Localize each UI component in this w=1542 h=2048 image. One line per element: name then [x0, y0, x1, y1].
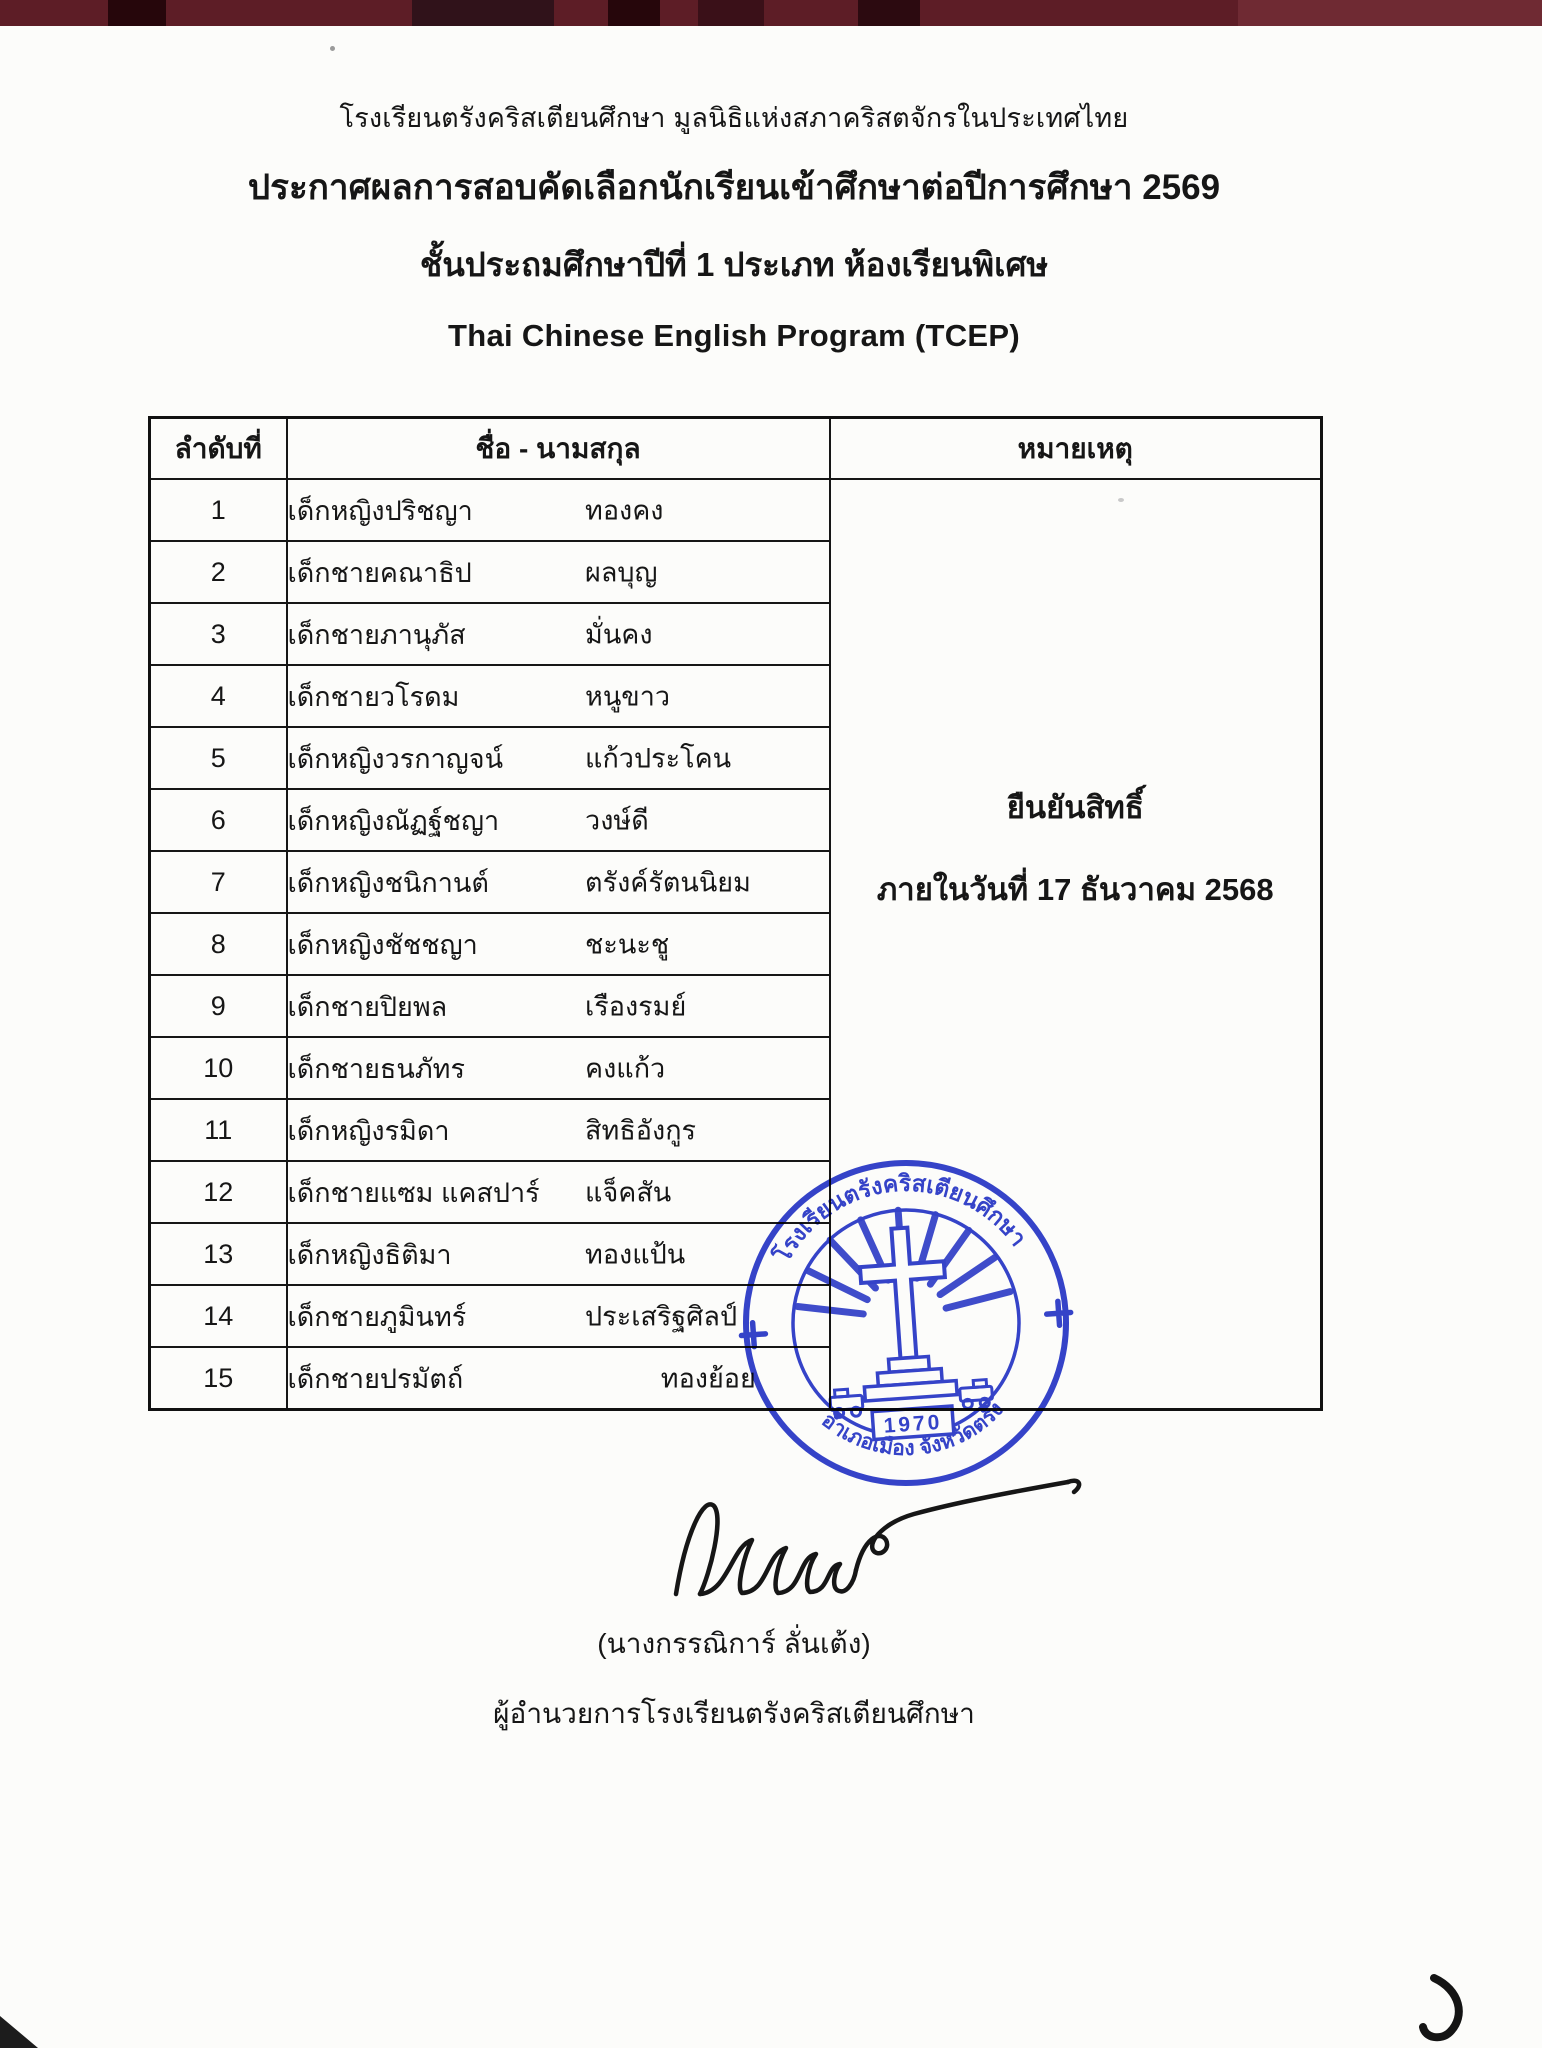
- student-first-name: เด็กชายปิยพล: [287, 991, 448, 1022]
- row-order-number: 5: [150, 727, 287, 789]
- stamp-arc-top-text: โรงเรียนตรังคริสเตียนศึกษา: [769, 1169, 1032, 1267]
- scan-speck: [330, 46, 335, 51]
- student-first-name: เด็กชายคณาธิป: [287, 557, 472, 588]
- remark-deadline-line: ภายในวันที่ 17 ธันวาคม 2568: [876, 872, 1274, 907]
- row-order-number: 7: [150, 851, 287, 913]
- student-last-name: คงแก้ว: [585, 1053, 666, 1084]
- student-first-name: เด็กชายวโรดม: [287, 681, 460, 712]
- remark-text-block: [831, 782, 1321, 914]
- row-order-number: 12: [150, 1161, 287, 1223]
- table-header-row: [150, 418, 1322, 480]
- student-name-cell: [287, 975, 830, 1037]
- student-first-name: เด็กชายแซม แคสปาร์: [287, 1177, 540, 1208]
- student-first-name: เด็กหญิงณัฏฐ์ชญา: [287, 805, 500, 836]
- student-last-name: สิทธิอังกูร: [585, 1115, 697, 1146]
- student-name-cell: [287, 1037, 830, 1099]
- row-order-number: 10: [150, 1037, 287, 1099]
- row-order-number: 2: [150, 541, 287, 603]
- student-first-name: เด็กหญิงธิติมา: [287, 1239, 452, 1270]
- row-order-number: 9: [150, 975, 287, 1037]
- scan-artifact-block: [1238, 0, 1542, 26]
- student-name-cell: [287, 479, 830, 541]
- row-order-number: 1: [150, 479, 287, 541]
- signer-name: (นางกรรณิการ์ ลั่นเต้ง): [597, 1628, 871, 1659]
- student-name-cell: [287, 913, 830, 975]
- row-order-number: 8: [150, 913, 287, 975]
- column-header-remark: หมายเหตุ: [830, 418, 1322, 480]
- student-last-name: ตรังค์รัตนนิยม: [585, 867, 751, 898]
- student-last-name: ประเสริฐศิลป์: [585, 1301, 738, 1332]
- student-name-cell: [287, 727, 830, 789]
- scan-edge-artifact: [0, 0, 1542, 26]
- student-first-name: เด็กหญิงรมิดา: [287, 1115, 450, 1146]
- column-header-order: ลำดับที่: [150, 418, 287, 480]
- row-order-number: 11: [150, 1099, 287, 1161]
- scan-artifact-block: [608, 0, 660, 26]
- row-order-number: 4: [150, 665, 287, 727]
- student-last-name: เรืองรมย์: [585, 991, 687, 1022]
- column-header-name: ชื่อ - นามสกุล: [287, 418, 830, 480]
- scan-speck: [1118, 498, 1124, 502]
- remark-confirm-line: ยืนยันสิทธิ์: [1006, 790, 1144, 825]
- row-order-number: 13: [150, 1223, 287, 1285]
- director-signature: [640, 1462, 1100, 1622]
- student-name-cell: [287, 665, 830, 727]
- student-name-cell: [287, 851, 830, 913]
- table-row: [150, 479, 1322, 541]
- school-name-line: โรงเรียนตรังคริสเตียนศึกษา มูลนิธิแห่งสภาคริสตจักรในประเทศไทย: [339, 103, 1129, 133]
- row-order-number: 6: [150, 789, 287, 851]
- signer-title: ผู้อำนวยการโรงเรียนตรังคริสเตียนศึกษา: [493, 1698, 975, 1729]
- student-last-name: แก้วประโคน: [585, 743, 732, 774]
- student-last-name: ชะนะชู: [585, 929, 670, 960]
- ink-smudge-mark: [1412, 1972, 1488, 2048]
- student-last-name: วงษ์ดี: [585, 805, 649, 836]
- student-first-name: เด็กชายภานุภัส: [287, 619, 466, 650]
- student-first-name: เด็กหญิงชนิกานต์: [287, 867, 489, 898]
- student-name-cell: [287, 541, 830, 603]
- student-first-name: เด็กชายปรมัตถ์: [287, 1363, 464, 1394]
- student-name-cell: [287, 603, 830, 665]
- stamp-year: 1970: [882, 1410, 944, 1438]
- student-first-name: เด็กหญิงชัชชญา: [287, 929, 478, 960]
- student-first-name: เด็กชายธนภัทร: [287, 1053, 465, 1084]
- school-seal-stamp: [721, 1138, 1090, 1507]
- announcement-title: ประกาศผลการสอบคัดเลือกนักเรียนเข้าศึกษาต่อปีการศึกษา 2569: [247, 168, 1221, 207]
- scan-artifact-block: [698, 0, 764, 26]
- student-name-cell: [287, 789, 830, 851]
- grade-type-line: ชั้นประถมศึกษาปีที่ 1 ประเภท ห้องเรียนพิเศษ: [419, 246, 1049, 283]
- stamp-arc-bottom-text: อำเภอเมือง จังหวัดตรัง: [817, 1397, 1009, 1461]
- row-order-number: 15: [150, 1347, 287, 1410]
- scan-corner-artifact: [0, 2016, 38, 2048]
- student-last-name: แจ็คสัน: [585, 1177, 672, 1208]
- student-last-name: มั่นคง: [585, 619, 653, 650]
- student-first-name: เด็กหญิงปริชญา: [287, 495, 473, 526]
- row-order-number: 3: [150, 603, 287, 665]
- student-last-name: ผลบุญ: [585, 557, 658, 588]
- student-last-name: ทองคง: [585, 495, 664, 526]
- scan-artifact-block: [412, 0, 554, 26]
- student-last-name: ทองย้อย: [660, 1363, 756, 1394]
- program-name-line: Thai Chinese English Program (TCEP): [447, 318, 1021, 353]
- student-last-name: ทองแป้น: [585, 1239, 686, 1270]
- student-last-name: หนูขาว: [585, 681, 671, 712]
- scan-artifact-block: [108, 0, 166, 26]
- student-name-cell: [287, 1099, 830, 1161]
- scan-artifact-block: [858, 0, 920, 26]
- student-first-name: เด็กหญิงวรกาญจน์: [287, 743, 504, 774]
- row-order-number: 14: [150, 1285, 287, 1347]
- student-first-name: เด็กชายภูมินทร์: [287, 1301, 467, 1332]
